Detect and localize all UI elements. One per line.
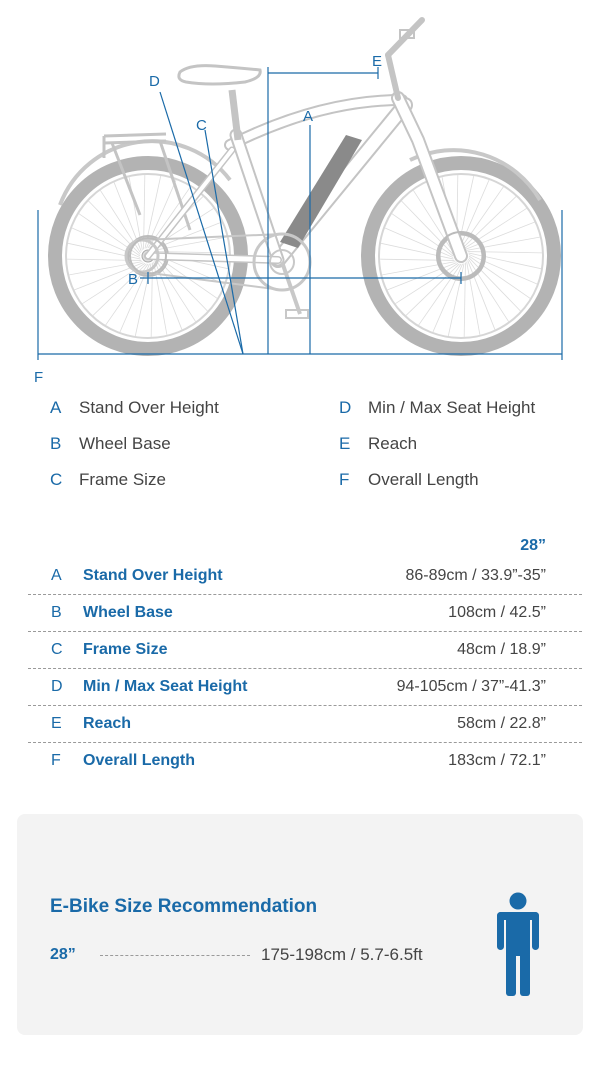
row-value: 86-89cm / 33.9”-35” bbox=[405, 567, 546, 584]
row-value: 58cm / 22.8” bbox=[457, 715, 546, 732]
legend-label: Frame Size bbox=[79, 470, 166, 489]
legend-letter: F bbox=[339, 470, 350, 489]
table-row bbox=[28, 743, 582, 779]
marker-b: B bbox=[128, 271, 139, 288]
row-letter: D bbox=[51, 678, 63, 695]
size-column-header: 28” bbox=[520, 537, 546, 554]
legend-item bbox=[50, 434, 171, 454]
legend-item bbox=[339, 398, 535, 418]
row-letter: E bbox=[51, 715, 62, 732]
row-value: 48cm / 18.9” bbox=[457, 641, 546, 658]
legend-item bbox=[50, 398, 219, 418]
marker-d: D bbox=[149, 73, 160, 90]
row-name: Overall Length bbox=[83, 752, 196, 769]
row-name: Min / Max Seat Height bbox=[83, 678, 248, 695]
legend-letter: B bbox=[50, 434, 62, 453]
recommendation-title: E-Bike Size Recommendation bbox=[50, 896, 318, 917]
marker-a: A bbox=[303, 108, 314, 125]
row-name: Reach bbox=[83, 715, 132, 732]
row-value: 94-105cm / 37”-41.3” bbox=[396, 678, 546, 695]
legend-label: Overall Length bbox=[368, 470, 479, 489]
recommendation-size: 28” bbox=[50, 946, 76, 963]
marker-e: E bbox=[372, 53, 383, 70]
dotted-leader bbox=[100, 955, 250, 956]
person-icon bbox=[497, 892, 539, 996]
table-row bbox=[28, 595, 582, 632]
row-letter: F bbox=[51, 752, 61, 769]
handlebar bbox=[388, 20, 422, 98]
marker-f: F bbox=[34, 369, 44, 386]
legend-letter: C bbox=[50, 470, 63, 489]
legend-letter: D bbox=[339, 398, 352, 417]
legend-item bbox=[339, 434, 417, 454]
row-value: 108cm / 42.5” bbox=[448, 604, 546, 621]
recommendation-height-range: 175-198cm / 5.7-6.5ft bbox=[261, 945, 423, 964]
size-recommendation-card bbox=[17, 814, 583, 1035]
legend-label: Wheel Base bbox=[79, 434, 171, 453]
legend-item bbox=[339, 470, 479, 490]
bike-geometry-diagram bbox=[0, 0, 600, 390]
legend-label: Stand Over Height bbox=[79, 398, 219, 417]
legend-letter: A bbox=[50, 398, 62, 417]
legend-label: Reach bbox=[368, 434, 418, 453]
row-name: Frame Size bbox=[83, 641, 168, 658]
row-value: 183cm / 72.1” bbox=[448, 752, 546, 769]
marker-c: C bbox=[196, 117, 207, 134]
row-letter: A bbox=[51, 567, 62, 584]
table-row bbox=[28, 558, 582, 595]
table-row bbox=[28, 706, 582, 743]
saddle bbox=[179, 66, 260, 140]
legend-letter: E bbox=[339, 434, 351, 453]
geometry-table bbox=[28, 558, 582, 779]
row-letter: B bbox=[51, 604, 62, 621]
table-row bbox=[28, 669, 582, 706]
battery bbox=[280, 135, 362, 248]
legend-item bbox=[50, 470, 166, 490]
row-name: Stand Over Height bbox=[83, 567, 223, 584]
table-row bbox=[28, 632, 582, 669]
legend-label: Min / Max Seat Height bbox=[368, 398, 536, 417]
row-letter: C bbox=[51, 641, 63, 658]
row-name: Wheel Base bbox=[83, 604, 173, 621]
